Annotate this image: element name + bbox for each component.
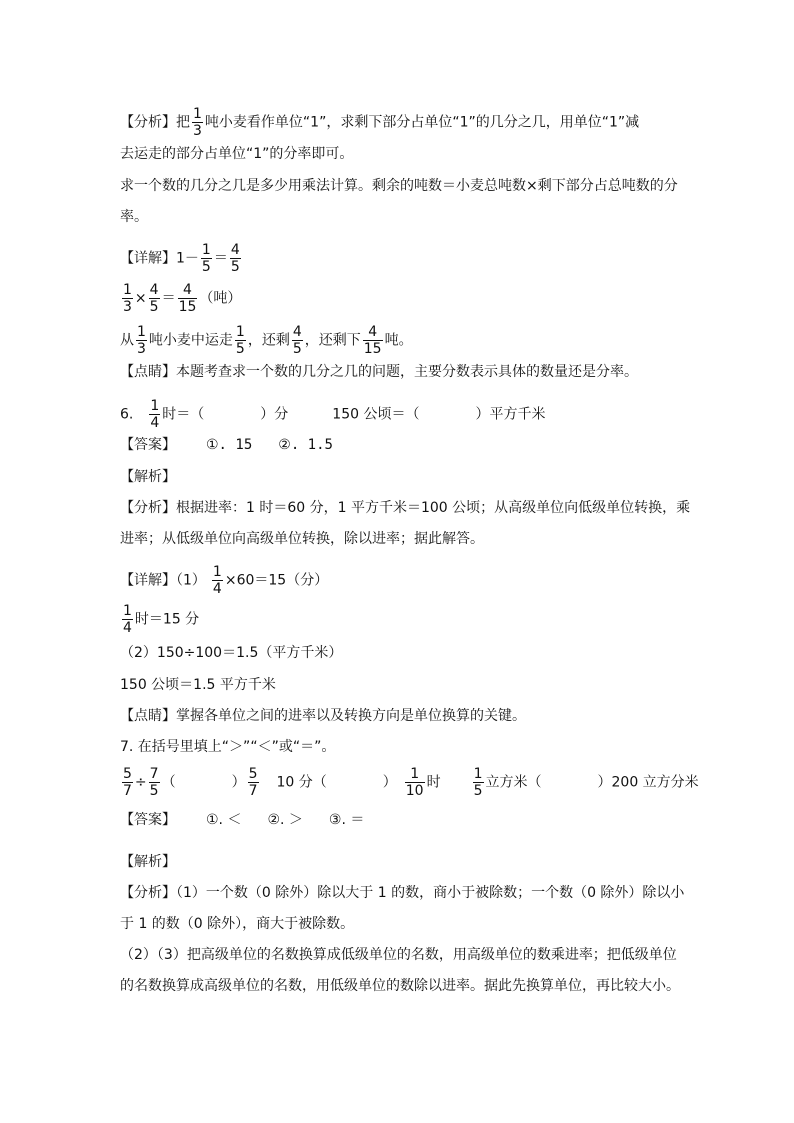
analysis-6-line-2: 进率；从低级单位向高级单位转换，除以进率；据此解答。 [120,531,484,547]
denominator: 5 [149,299,159,315]
analysis-line-4: 率。 [120,209,148,225]
denominator: 3 [123,299,132,315]
denominator: 3 [137,341,146,357]
pointer-tag: 【点睛】 [120,708,176,724]
analysis-6-line-1 [120,498,690,518]
fraction [122,282,133,315]
sentence-text: ，还剩 [247,332,290,349]
eq-text: 1－ [176,250,199,267]
numerator: 4 [149,282,159,298]
fraction [136,324,147,357]
fraction [405,766,425,799]
denominator: 3 [193,123,202,139]
detail-tag: 【详解】 [120,572,176,589]
analysis-7-line-3: （2）（3）把高级单位的名数换算成低级单位的名数，用高级单位的数乘进率；把低级单位 [120,947,677,963]
sentence-text: 吨小麦中运走 [148,332,233,349]
fraction [192,106,203,139]
fraction [178,282,198,315]
fraction [473,766,484,799]
question-text: ） [382,774,397,791]
answer-1: ①. ＜ [206,812,242,828]
answer-1: ①. 15 [206,437,253,453]
eq-sign: ＝ [161,290,176,307]
detail-6-line-4: 150 公顷＝1.5 平方千米 [120,677,276,693]
numerator: 4 [183,282,192,298]
numerator: 4 [368,324,378,340]
numerator: 1 [123,282,132,298]
parse-tag: 【解析】 [120,854,176,870]
question-text: 时＝（ [162,406,205,423]
answer-line-7 [120,810,364,830]
fraction [212,564,223,597]
answer-tag: 【答案】 [120,437,176,453]
detail-text: （1） [176,572,206,589]
numerator: 1 [473,766,483,782]
fraction [235,324,246,357]
analysis-tag: 【分析】 [120,885,176,901]
question-text: ）平方千米 [475,406,546,423]
numerator: 1 [235,324,245,340]
fraction [363,324,383,357]
numerator: 1 [123,603,132,619]
pointer-line [120,362,638,382]
analysis-text: 根据进率：1 时＝60 分，1 平方千米＝100 公顷；从高级单位向低级单位转换，乘 [176,500,691,516]
answer-2: ②. ＞ [267,812,303,828]
denominator: 5 [149,783,159,799]
detail-6-line-2 [120,603,199,636]
fraction [230,242,241,275]
denominator: 7 [248,783,258,799]
sentence-text: 从 [120,332,134,349]
analysis-line-2: 去运走的部分占单位“1”的分率即可。 [120,146,354,162]
denominator: 5 [230,259,240,275]
detail-text: 时＝15 分 [134,611,200,628]
detail-6-line-1 [120,564,328,597]
fraction [149,766,160,799]
fraction [149,282,160,315]
parse-tag: 【解析】 [120,469,176,485]
answer-line-6 [120,435,333,455]
analysis-text-b: 吨小麦看作单位“1”，求剩下部分占单位“1”的几分之几，用单位“1”减 [204,114,640,131]
pointer-text: 本题考查求一个数的几分之几的问题，主要分数表示具体的数量还是分率。 [176,364,638,380]
eq-sign: ＝ [213,250,228,267]
denominator: 5 [292,341,302,357]
analysis-tag: 【分析】 [120,114,176,131]
pointer-6-line [120,706,526,726]
fraction [201,242,212,275]
detail-tag: 【详解】 [120,250,176,267]
question-7-items [120,766,699,799]
denominator: 7 [123,783,132,799]
numerator: 1 [410,766,420,782]
denominator: 5 [235,341,245,357]
fraction [122,766,133,799]
detail-eq-1 [120,242,243,275]
analysis-text: （1）一个数（0 除外）除以大于 1 的数，商小于被除数；一个数（0 除外）除以小 [176,885,685,901]
question-6 [120,398,545,431]
fraction [248,766,259,799]
answer-3: ③. ＝ [328,812,365,828]
detail-sentence [120,324,413,357]
question-number: 6. [120,406,134,423]
numerator: 1 [212,564,222,580]
question-text: ）200 立方分米 [597,774,699,791]
denominator: 4 [123,620,132,636]
question-text: 立方米（ [485,774,542,791]
denominator: 5 [473,783,483,799]
denominator: 5 [201,259,211,275]
denominator: 10 [405,783,424,799]
question-text: ）分 [260,406,289,423]
pointer-tag: 【点睛】 [120,364,176,380]
numerator: 4 [292,324,302,340]
sentence-text: 吨。 [384,332,413,349]
question-text: 10 分（ [276,774,327,791]
analysis-7-line-4: 的名数换算成高级单位的名数，用低级单位的数除以进率。据此先换算单位，再比较大小。 [120,978,680,994]
denominator: 4 [212,581,222,597]
numerator: 5 [248,766,258,782]
unit-text: 时 [426,774,441,791]
fraction [292,324,303,357]
analysis-tag: 【分析】 [120,500,176,516]
analysis-line-1 [120,106,639,139]
numerator: 7 [149,766,159,782]
divide-sign: ÷ [134,774,147,791]
numerator: 1 [137,324,146,340]
numerator: 1 [193,106,202,122]
blank-parens: （ ） [161,774,246,791]
denominator: 15 [178,299,197,315]
analysis-7-line-1 [120,883,684,903]
question-text: 150 公顷＝（ [332,406,420,423]
detail-6-line-3: （2）150÷100＝1.5（平方千米） [120,645,343,661]
numerator: 5 [123,766,132,782]
numerator: 1 [201,242,211,258]
times-sign: × [134,290,147,307]
numerator: 1 [150,398,160,414]
sentence-text: ，还剩下 [304,332,361,349]
denominator: 4 [150,415,160,431]
fraction [149,398,160,431]
fraction [122,603,133,636]
analysis-text-a: 把 [176,114,190,131]
pointer-text: 掌握各单位之间的进率以及转换方向是单位换算的关键。 [176,708,526,724]
detail-eq-2 [120,282,241,315]
answer-2: ②. 1.5 [278,437,333,453]
numerator: 4 [230,242,240,258]
question-7-title: 7. 在括号里填上“＞”“＜”或“＝”。 [120,739,336,755]
unit-text: （吨） [199,290,242,307]
detail-text: ×60＝15（分） [224,572,329,589]
denominator: 15 [363,341,382,357]
answer-tag: 【答案】 [120,812,176,828]
analysis-line-3: 求一个数的几分之几是多少用乘法计算。剩余的吨数＝小麦总吨数×剩下部分占总吨数的分 [120,178,678,194]
analysis-7-line-2: 于 1 的数（0 除外），商大于被除数。 [120,916,355,932]
